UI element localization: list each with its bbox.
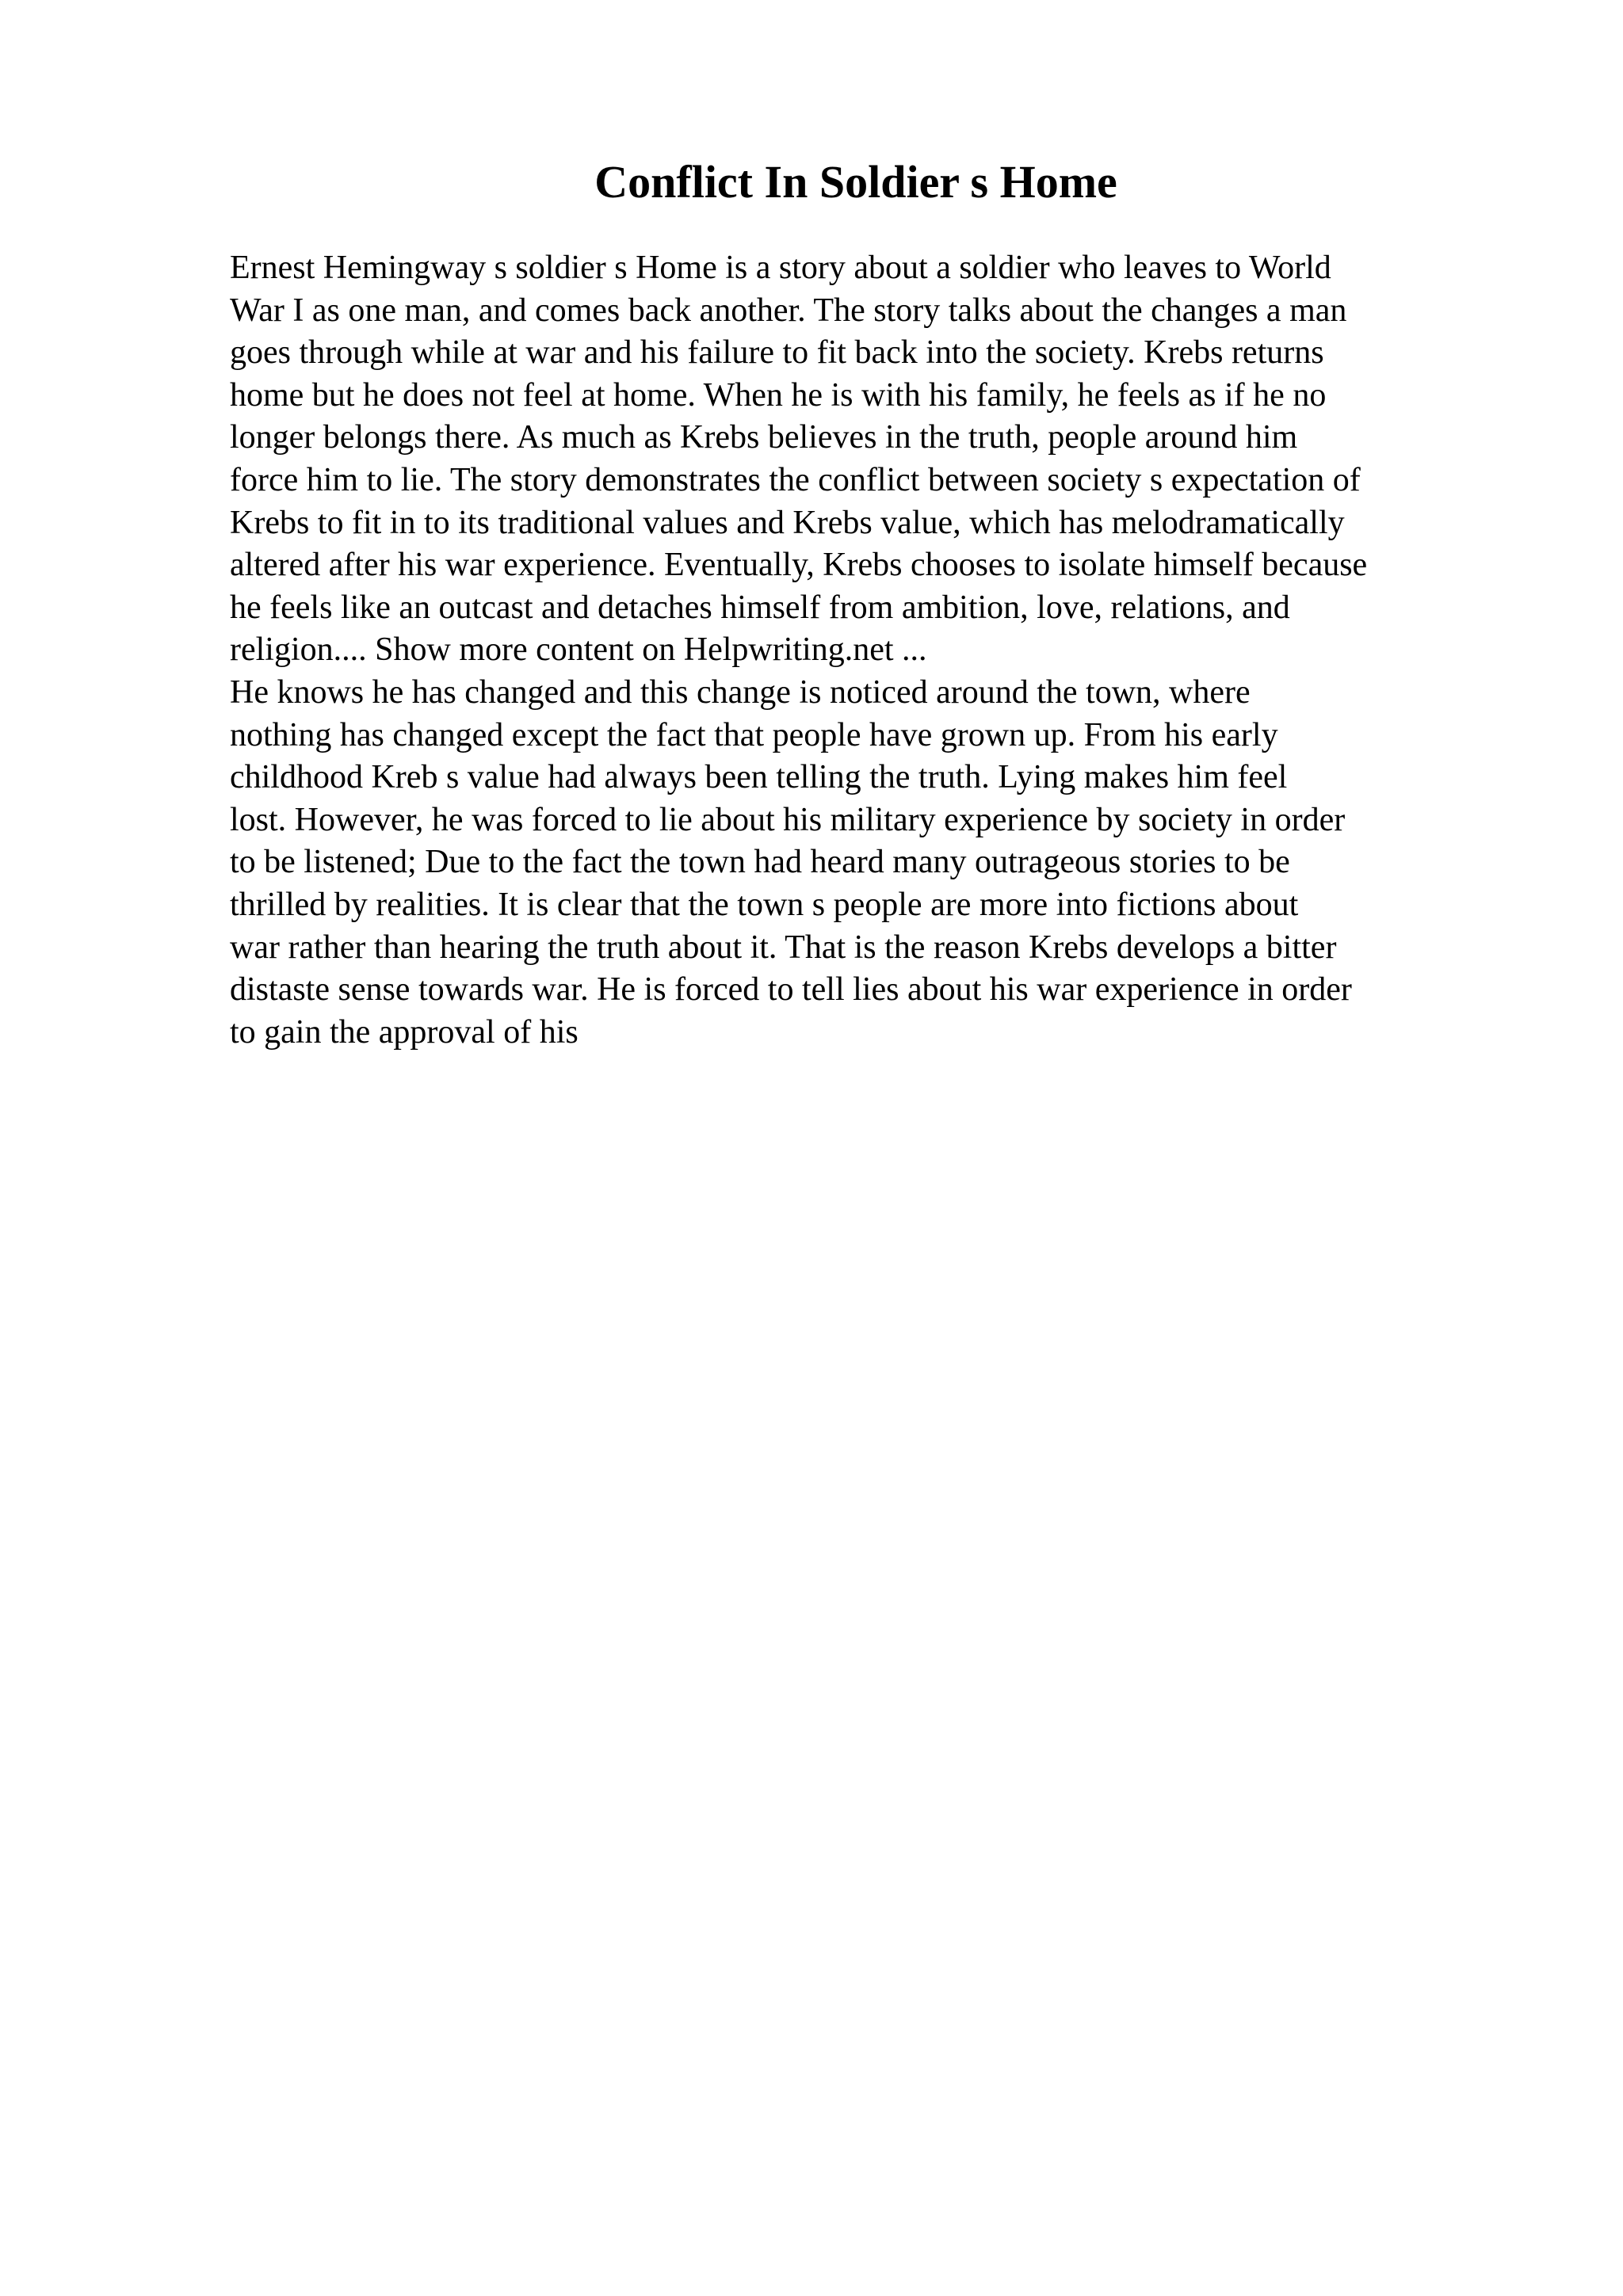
body-line: war rather than hearing the truth about it. That is the reason Krebs develops a bitter (230, 929, 1337, 966)
body-line: Ernest Hemingway s soldier s Home is a story about a soldier who leaves to World (230, 250, 1331, 286)
body-line: nothing has changed except the fact that people have grown up. From his early (230, 716, 1278, 753)
body-line: lost. However, he was forced to lie about his military experience by society in order (230, 801, 1346, 838)
body-line: thrilled by realities. It is clear that the town s people are more into fictions about (230, 886, 1299, 923)
body-line: distaste sense towards war. He is forced to tell lies about his war experience in order (230, 971, 1352, 1009)
body-line: War I as one man, and comes back another. The story talks about the changes a man (230, 292, 1347, 329)
body-line: home but he does not feel at home. When he is with his family, he feels as if he no (230, 376, 1327, 414)
body-line: goes through while at war and his failure to fit back into the society. Krebs returns (230, 334, 1324, 372)
body-line: to gain the approval of his (230, 1013, 579, 1051)
body-line: Krebs to fit in to its traditional values and Krebs value, which has melodramatically (230, 504, 1345, 541)
body-line-show-more: religion.... Show more content on Helpwriting.net ... (230, 631, 927, 669)
body-line: to be listened; Due to the fact the town had heard many outrageous stories to be (230, 844, 1290, 881)
body-line: force him to lie. The story demonstrates the conflict between society s expectation of (230, 461, 1361, 498)
body-line: he feels like an outcast and detaches himself from ambition, love, relations, and (230, 589, 1290, 626)
document-title: Conflict In Soldier s Home (594, 156, 1117, 208)
body-line: childhood Kreb s value had always been telling the truth. Lying makes him feel (230, 759, 1288, 796)
body-line: longer belongs there. As much as Krebs believes in the truth, people around him (230, 419, 1298, 456)
body-line: altered after his war experience. Eventually, Krebs chooses to isolate himself because (230, 547, 1368, 584)
document-body (230, 247, 1529, 1054)
body-line: He knows he has changed and this change is noticed around the town, where (230, 673, 1251, 711)
